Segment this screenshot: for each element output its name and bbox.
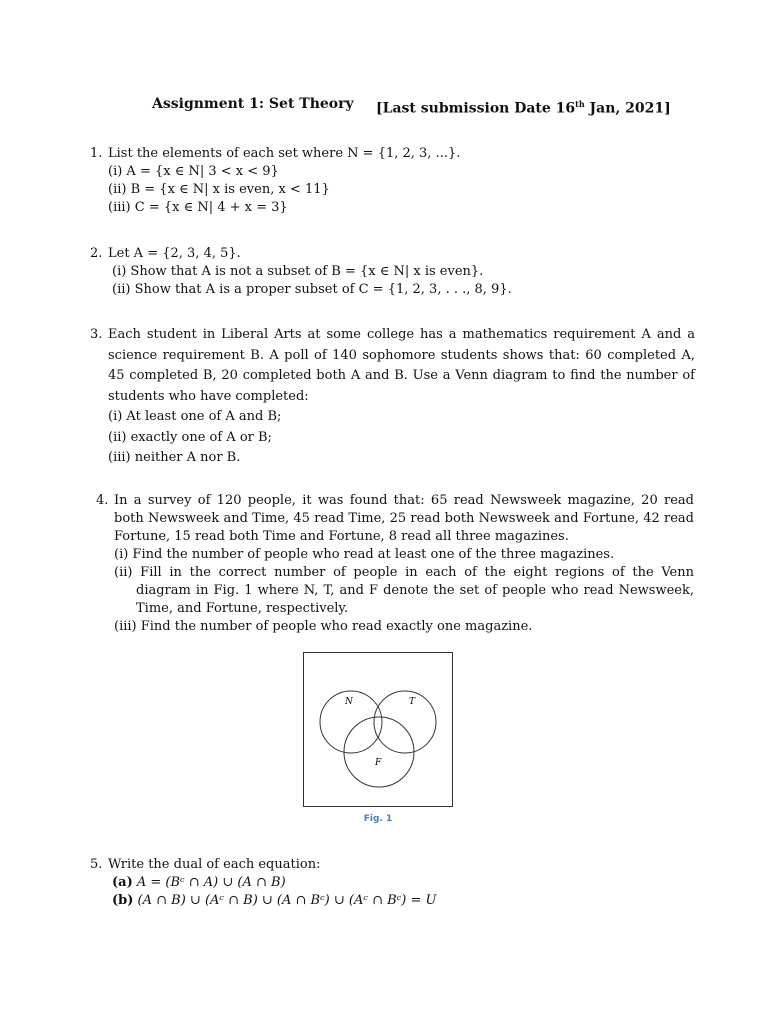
circle-t xyxy=(374,691,436,753)
q3-paragraph: Each student in Liberal Arts at some college has a mathematics requirement A and a science requirement B. A poll of 140 sophomore students shows that: 60 completed A, 45 completed B, 20 completed both A and B. Use a Venn diagram to find the number of students who have completed: xyxy=(108,327,695,404)
question-number: 1. xyxy=(90,146,103,161)
q4-sub: (i) Find the number of people who read at least one of the three magazines. xyxy=(114,547,615,562)
question-number: 4. xyxy=(96,493,109,508)
question-4 xyxy=(96,492,694,636)
q3-sub: (ii) exactly one of A or B; xyxy=(108,429,272,445)
q2-line: (i) Show that A is not a subset of B = {x ∈ N| x is even}. xyxy=(112,264,484,279)
q1-line: List the elements of each set where N = {1, 2, 3, ...}. xyxy=(108,146,461,161)
question-number: 2. xyxy=(90,246,103,261)
label-f: F xyxy=(375,758,382,768)
title-right: [Last submission Date 16th Jan, 2021] xyxy=(376,99,671,117)
q3-sub: (i) At least one of A and B; xyxy=(108,409,282,424)
question-1 xyxy=(90,145,695,217)
q2-line: (ii) Show that A is a proper subset of C = {1, 2, 3, . . ., 8, 9}. xyxy=(112,282,512,297)
q1-line: (iii) C = {x ∈ N| 4 + x = 3} xyxy=(108,200,288,215)
q1-line: (ii) B = {x ∈ N| x is even, x < 11} xyxy=(108,182,330,197)
q5-intro: Write the dual of each equation: xyxy=(108,857,321,872)
q1-line: (i) A = {x ∈ N| 3 < x < 9} xyxy=(108,164,279,179)
q3-sub: (iii) neither A nor B. xyxy=(108,450,241,465)
venn-diagram xyxy=(303,652,453,807)
question-2 xyxy=(90,245,695,299)
q5-part-b: (b) (A ∩ B) ∪ (Aᶜ ∩ B) ∪ (A ∩ Bᶜ) ∪ (Aᶜ ∩ Bᶜ) = U xyxy=(112,893,437,908)
q5-part-a: (a) A = (Bᶜ ∩ A) ∪ (A ∩ B) xyxy=(112,875,286,890)
question-number: 5. xyxy=(90,857,103,872)
label-t: T xyxy=(409,697,416,707)
q4-paragraph: In a survey of 120 people, it was found that: 65 read Newsweek magazine, 20 read both Newsweek and Time, 45 read Time, 25 read both Newsweek and Fortune, 42 read Fortune, 15 read both Time and Fortune, 8 read all three magazines. xyxy=(114,493,694,544)
q2-line: Let A = {2, 3, 4, 5}. xyxy=(108,246,241,261)
universe-box xyxy=(304,653,453,807)
label-n: N xyxy=(345,697,353,707)
q4-sub: (ii) Fill in the correct number of people in each of the eight regions of the Venn diagram in Fig. 1 where N, T, and F denote the set of people who read Newsweek, Time, and Fortune, respectively. xyxy=(114,565,694,616)
title-left: Assignment 1: Set Theory xyxy=(152,96,354,112)
question-5 xyxy=(90,856,695,910)
question-number: 3. xyxy=(90,327,103,342)
page-title xyxy=(152,95,672,117)
figure-caption: Fig. 1 xyxy=(363,814,393,824)
q4-sub: (iii) Find the number of people who read exactly one magazine. xyxy=(114,619,533,634)
question-3 xyxy=(90,325,695,469)
circle-f xyxy=(344,717,414,787)
